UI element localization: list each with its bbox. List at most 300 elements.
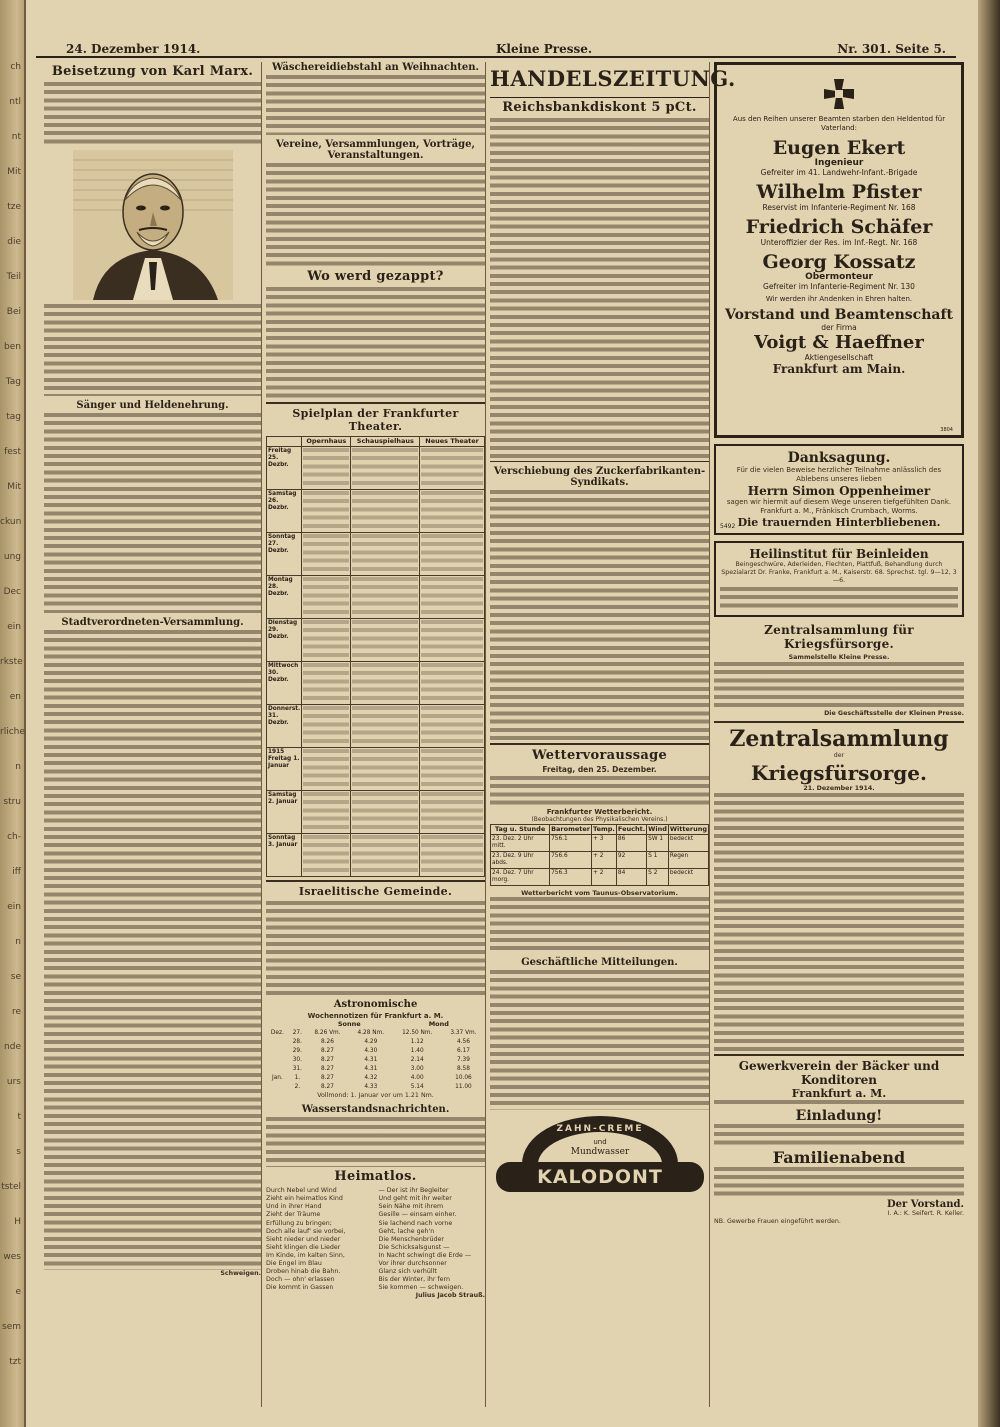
previous-page-fragment: rkste	[0, 657, 23, 667]
weather-cell: S 1	[647, 852, 669, 869]
poem-line: Zieht der Träume	[266, 1211, 321, 1219]
astro-cell: 8.26 Vm.	[314, 1030, 341, 1037]
masthead-handelszeitung: HANDELSZEITUNG.	[490, 62, 709, 98]
section-heading-vereine: Vereine, Versammlungen, Vorträge, Veranstaltungen.	[276, 139, 475, 161]
theater-cell	[351, 490, 420, 533]
poem-title: Heimatlos.	[334, 1169, 417, 1185]
previous-page-fragment: nt	[11, 132, 21, 142]
weather-col-header: Wind	[648, 825, 667, 834]
astro-cell: 8.26	[321, 1039, 334, 1046]
theater-cell	[420, 705, 485, 748]
section-heading-wo: Wo werd gezappt?	[307, 269, 444, 284]
previous-page-fragment: die	[7, 237, 21, 247]
kalodont-advertisement	[490, 1116, 709, 1196]
weather-col-header: Feucht.	[617, 825, 646, 834]
astro-cell: 4.33	[364, 1084, 378, 1091]
astro-cell: 1.40	[410, 1048, 424, 1055]
theater-day: 1915 Freitag 1. Januar	[267, 748, 302, 791]
astro-row	[266, 1038, 485, 1047]
astro-col-header: Sonne	[337, 1020, 361, 1029]
zentral-heading: Zentralsammlung	[729, 726, 949, 753]
header-paper-name: Kleine Presse.	[496, 42, 593, 56]
article-body-discount	[490, 118, 709, 458]
theater-cell	[302, 834, 351, 877]
astro-cell: 27.	[292, 1030, 302, 1037]
verein-heading: Gewerkverein der Bäcker und Konditoren	[738, 1058, 940, 1087]
theater-cell	[351, 834, 420, 877]
theater-cell	[351, 447, 420, 490]
poem-line: Bis der Winter, ihr fern	[378, 1276, 450, 1284]
theater-cell	[351, 705, 420, 748]
weather-cell: + 2	[592, 869, 617, 886]
zentralsammlung-list	[714, 726, 964, 1050]
invite-heading: Einladung!	[795, 1107, 883, 1124]
weather-col-header: Barometer	[551, 825, 591, 834]
previous-page-fragment: ein	[7, 902, 21, 912]
previous-page-fragment: n	[15, 937, 21, 947]
astro-cell: 10.06	[455, 1075, 472, 1082]
portrait-karl-marx	[73, 150, 233, 300]
poem-column-left	[266, 1187, 373, 1292]
zentral-date: 21. Dezember 1914.	[803, 784, 875, 792]
kalodont-mouthwash: Mundwasser	[570, 1147, 630, 1158]
previous-page-fragment: rliche	[0, 727, 25, 737]
verein-city: Frankfurt a. M.	[791, 1086, 887, 1100]
theater-cell	[302, 447, 351, 490]
weather-report-sub: (Beobachtungen des Physikalischen Vereins.)	[531, 816, 668, 824]
poem-line: Sieht klingen die Lieder	[266, 1243, 341, 1251]
astro-row	[266, 1074, 485, 1083]
section-heading-market: Verschiebung des Zuckerfabrikanten-Syndikats.	[493, 466, 706, 488]
poem-column-right	[379, 1187, 486, 1292]
previous-page-fragment: tzt	[9, 1357, 21, 1367]
fallen-unit: Unteroffizier der Res. im Inf.-Regt. Nr. 168	[760, 238, 918, 247]
theater-day: Sonntag 27. Dezbr.	[267, 533, 302, 576]
theater-cell	[302, 533, 351, 576]
previous-page-fragment: fest	[4, 447, 21, 457]
theater-table-row	[267, 490, 485, 533]
header-date: 24. Dezember 1914.	[66, 42, 201, 56]
previous-page-fragment: ch-	[7, 832, 21, 842]
astro-cell: 4.29	[364, 1039, 378, 1046]
weather-row	[491, 835, 709, 852]
section-heading-astro: Astronomische	[333, 999, 418, 1010]
article-title-waesche: Wäschereidiebstahl an Weihnachten.	[272, 62, 479, 73]
section-heading-business: Geschäftliche Mitteilungen.	[521, 957, 678, 969]
poem-line: Vor ihrer durchsonner	[378, 1260, 447, 1268]
poem-line: Die Schicksalsgunst —	[378, 1243, 450, 1251]
astro-cell: 8.27	[321, 1075, 334, 1082]
weather-cell: S 2	[647, 869, 669, 886]
weather-row	[491, 869, 709, 886]
thanks-text-2: sagen wir hiermit auf diesem Wege unseren tiefgefühlten Dank.	[726, 498, 952, 506]
death-of: der Firma	[821, 323, 857, 332]
fallen-entry	[723, 251, 955, 291]
previous-page-fragment: se	[10, 972, 21, 982]
theater-day: Samstag 2. Januar	[267, 791, 302, 834]
kriegs-sub: Sammelstelle Kleine Presse.	[788, 654, 890, 662]
section-heading-theater: Spielplan der Frankfurter Theater.	[292, 407, 459, 433]
thanks-name: Herrn Simon Oppenheimer	[747, 484, 931, 498]
astro-row	[266, 1056, 485, 1065]
poem-line: Sein Nähe mit ihrem	[378, 1203, 444, 1211]
poem-line: Erfüllung zu bringen;	[266, 1219, 332, 1227]
theater-cell	[351, 533, 420, 576]
column-4	[714, 62, 964, 1407]
weather-row	[491, 852, 709, 869]
astro-cell: 3.00	[410, 1066, 424, 1073]
astro-subheading: Wochennotizen für Frankfurt a. M.	[307, 1012, 444, 1020]
poem-line: Glanz sich verhüllt	[378, 1268, 437, 1276]
heil-heading: Heilinstitut für Beinleiden	[749, 547, 929, 561]
theater-day: Freitag 25. Dezbr.	[267, 447, 302, 490]
weather-cell: 756.6	[550, 852, 592, 869]
fallen-unit: Gefreiter im 41. Landwehr-Infant.-Brigade	[760, 168, 918, 177]
board-names: I. A.: K. Seifert. R. Keller.	[887, 1209, 964, 1217]
weather-col-header: Temp.	[593, 825, 615, 834]
column-1	[44, 62, 262, 1407]
theater-cell	[420, 662, 485, 705]
astro-cell: 7.39	[456, 1057, 470, 1064]
header-page-number: Nr. 301. Seite 5.	[837, 42, 946, 56]
previous-page-fragment: Mit	[7, 482, 21, 492]
death-board: Vorstand und Beamtenschaft	[725, 307, 953, 323]
previous-page-fragment: tag	[6, 412, 21, 422]
theater-cell	[420, 834, 485, 877]
footnote: NB. Gewerbe Frauen eingeführt werden.	[714, 1217, 841, 1225]
theater-cell	[302, 490, 351, 533]
thanks-heading: Danksagung.	[787, 450, 891, 466]
kriegsfuersorge-notice	[714, 623, 964, 718]
death-intro: Aus den Reihen unserer Beamten starben den Heldentod für Vaterland:	[732, 115, 946, 132]
kalodont-brand: KALODONT	[537, 1166, 663, 1189]
weather-col-header: Witterung	[669, 825, 707, 834]
weather-date: Freitag, den 25. Dezember.	[542, 765, 657, 774]
theater-table-row	[267, 619, 485, 662]
death-ag: Aktiengesellschaft	[804, 353, 874, 362]
weather-cell: 756.3	[550, 869, 592, 886]
weather-cell: 84	[616, 869, 646, 886]
section-heading-water: Wasserstandsnachrichten.	[301, 1104, 450, 1116]
theater-table-row	[267, 662, 485, 705]
astro-cell: 6.17	[456, 1048, 470, 1055]
death-memory: Wir werden ihr Andenken in Ehren halten.	[765, 295, 913, 303]
astro-row	[266, 1047, 485, 1056]
weather-cell: 24. Dez. 7 Uhr morg.	[491, 869, 550, 886]
fallen-title: Obermonteur	[805, 272, 873, 282]
astro-cell: 2.	[294, 1084, 301, 1091]
theater-cell	[302, 662, 351, 705]
column-2	[266, 62, 486, 1407]
astro-cell	[266, 1056, 289, 1065]
poem-line: Die Menschenbrüder	[378, 1235, 444, 1243]
theater-table-row	[267, 576, 485, 619]
weather-cell: 92	[616, 852, 646, 869]
theater-table-row	[267, 533, 485, 576]
previous-page-fragment: H	[14, 1217, 21, 1227]
astro-cell: 11.00	[455, 1084, 472, 1091]
theater-cell	[420, 533, 485, 576]
theater-cell	[302, 748, 351, 791]
astro-cell	[266, 1047, 289, 1056]
previous-page-fragment: wes	[3, 1252, 21, 1262]
donor-list	[714, 793, 964, 1051]
article-body-israel	[266, 901, 485, 995]
theater-col-header: Opernhaus	[302, 437, 351, 447]
astro-cell: 29.	[292, 1048, 302, 1055]
previous-page-fragment: t	[17, 1112, 21, 1122]
previous-page-fragment: ein	[7, 622, 21, 632]
astro-table	[266, 1020, 485, 1092]
previous-page-fragment: Dec	[3, 587, 21, 597]
theater-cell	[420, 490, 485, 533]
previous-page-fragment: en	[9, 692, 21, 702]
fallen-name: Georg Kossatz	[762, 251, 916, 273]
theater-day: Mittwoch 30. Dezbr.	[267, 662, 302, 705]
theater-col-header: Schauspielhaus	[351, 437, 420, 447]
theater-cell	[420, 748, 485, 791]
astro-cell: 8.27	[321, 1057, 334, 1064]
article-body-marx	[44, 304, 261, 396]
column-1-signature: Schweigen.	[220, 1270, 261, 1277]
poem-line: Und geht mit ihr weiter	[378, 1195, 452, 1203]
previous-page-fragment: sem	[2, 1322, 21, 1332]
article-body-vereine	[266, 163, 485, 267]
theater-cell	[420, 576, 485, 619]
astro-cell: 4.00	[410, 1075, 424, 1082]
theater-day: Samstag 26. Dezbr.	[267, 490, 302, 533]
heil-text: Beingeschwüre, Aderleiden, Flechten, Plattfuß, Behandlung durch Spezialarzt Dr. Franke, Frankfurt a. M., Kaiserstr. 68. Sprechst. tgl. 9—12, 3—6.	[721, 561, 957, 585]
theater-cell	[420, 619, 485, 662]
weather-table	[490, 824, 709, 886]
previous-page-fragment: nde	[4, 1042, 21, 1052]
board-signature: Der Vorstand.	[886, 1198, 964, 1210]
theater-cell	[420, 791, 485, 834]
article-title-marx: Beisetzung von Karl Marx.	[51, 64, 254, 79]
theater-table-row	[267, 705, 485, 748]
poem-line: In Nacht schwingt die Erde —	[378, 1251, 472, 1259]
previous-page-fragment: Mit	[7, 167, 21, 177]
poem-line: Und in ihrer Hand	[266, 1203, 322, 1211]
fallen-entry	[723, 181, 955, 212]
previous-page-fragment: urs	[6, 1077, 21, 1087]
previous-page-fragment: stru	[3, 797, 21, 807]
poem-line: Gesille — einsam einher.	[378, 1211, 457, 1219]
business-notices	[490, 970, 709, 1110]
fallen-title: Ingenieur	[814, 158, 864, 168]
astro-cell: 5.14	[410, 1084, 424, 1091]
astro-cell	[266, 1083, 289, 1092]
astro-note: Vollmond: 1. Januar vor um 1.21 Nm.	[317, 1092, 434, 1100]
astro-cell	[266, 1065, 289, 1074]
theater-table-row	[267, 447, 485, 490]
iron-cross-icon	[822, 77, 856, 111]
fallen-entry	[723, 137, 955, 177]
theater-table-row	[267, 748, 485, 791]
fallen-name: Wilhelm Pfister	[756, 181, 922, 203]
weather-cell: Regen	[668, 852, 708, 869]
astro-cell: 30.	[292, 1057, 302, 1064]
theater-table-row	[267, 791, 485, 834]
poem-line: Doch alle lauf' sie vorbei,	[266, 1227, 346, 1235]
previous-page-fragment: ntl	[9, 97, 21, 107]
previous-page-fragment: Tag	[5, 377, 21, 387]
poem-line: — Der ist ihr Begleiter	[378, 1187, 449, 1195]
death-city: Frankfurt am Main.	[772, 362, 906, 376]
astro-cell: 31.	[292, 1066, 302, 1073]
page-edge-shadow	[978, 0, 1000, 1427]
weather-cell: 23. Dez. 9 Uhr abds.	[491, 852, 550, 869]
thanks-ad-number: 5492	[720, 523, 736, 530]
previous-page-fragment: tstel	[1, 1182, 21, 1192]
fallen-list	[723, 137, 955, 291]
theater-cell	[351, 748, 420, 791]
poem-line: Sie lachend nach vorne	[378, 1219, 453, 1227]
theater-cell	[302, 705, 351, 748]
section-heading-weather: Wettervoraussage	[531, 748, 668, 763]
previous-page-fragment: Bei	[6, 307, 21, 317]
theater-cell	[420, 447, 485, 490]
thanks-city: Frankfurt a. M., Fränkisch Crumbach, Worms.	[760, 507, 918, 515]
heilinstitut-ad	[714, 541, 964, 617]
poem-author: Julius Jacob Strauß.	[415, 1292, 485, 1300]
astro-cell: 4.28 Nm.	[357, 1030, 385, 1037]
thanks-notice	[714, 444, 964, 535]
astro-cell: 4.31	[364, 1057, 378, 1064]
astro-cell: 8.27	[321, 1084, 334, 1091]
previous-page-fragment: ckun	[0, 517, 22, 527]
weather-cell: bedeckt	[668, 835, 708, 852]
kalodont-and: und	[593, 1138, 607, 1147]
fallen-unit: Reservist im Infanterie-Regiment Nr. 168	[762, 203, 916, 212]
theater-cell	[351, 791, 420, 834]
poem-body	[266, 1187, 485, 1292]
weather-report-heading: Frankfurter Wetterbericht.	[546, 808, 653, 817]
astro-cell: 12.50 Nm.	[402, 1030, 433, 1037]
weather-text	[490, 776, 709, 808]
article-body-saenger	[44, 413, 261, 613]
fallen-name: Eugen Ekert	[772, 137, 906, 159]
baecker-verein-notice	[714, 1059, 964, 1226]
fallen-name: Friedrich Schäfer	[745, 216, 933, 238]
astro-cell: 4.31	[364, 1066, 378, 1073]
kriegs-sign: Die Geschäftsstelle der Kleinen Presse.	[824, 710, 964, 718]
poem-line: Sie kommen — schweigen.	[378, 1284, 464, 1292]
section-heading-israel: Israelitische Gemeinde.	[298, 885, 453, 898]
astro-cell	[266, 1038, 289, 1047]
market-reports	[490, 490, 709, 740]
previous-page-fragment: n	[15, 762, 21, 772]
previous-page-edge	[0, 0, 26, 1427]
theater-cell	[302, 791, 351, 834]
astro-cell: 8.27	[321, 1066, 334, 1073]
fallen-unit: Gefreiter im Infanterie-Regiment Nr. 130	[763, 282, 915, 291]
thanks-signature: Die trauernden Hinterbliebenen.	[737, 516, 941, 529]
weather-cell: 86	[616, 835, 646, 852]
poem-line: Die kommt in Gassen	[266, 1284, 334, 1292]
previous-page-fragment: tze	[7, 202, 21, 212]
weather-cell: + 2	[592, 852, 617, 869]
local-news-items	[44, 630, 261, 1270]
page-header	[36, 42, 956, 58]
astro-cell: 4.30	[364, 1048, 378, 1055]
kalodont-product: ZAHN-CREME	[556, 1124, 644, 1135]
theater-schedule-table	[266, 436, 485, 877]
weather-cell: 756.1	[550, 835, 592, 852]
theater-day: Donnerst. 31. Dezbr.	[267, 705, 302, 748]
article-body-marx-intro	[44, 82, 261, 146]
poem-line: Droben hinab die Bahn.	[266, 1268, 341, 1276]
section-heading-saenger: Sänger und Heldenehrung.	[76, 400, 229, 411]
weather-col-header: Tag u. Stunde	[491, 825, 550, 835]
theater-table-header-row	[267, 437, 485, 447]
theater-cell	[302, 619, 351, 662]
astro-cell: 4.32	[364, 1075, 378, 1082]
weather-cell: + 3	[592, 835, 617, 852]
theater-cell	[351, 619, 420, 662]
article-body-waesche	[266, 75, 485, 135]
poem-line: Geht, lache geh'n	[378, 1227, 435, 1235]
fallen-entry	[723, 216, 955, 247]
death-notice-voigt-haeffner	[714, 62, 964, 438]
poem-line: Sieht nieder und nieder	[266, 1235, 341, 1243]
ad-number: 3804	[940, 427, 953, 433]
previous-page-fragment: e	[15, 1287, 21, 1297]
poem-line: Die Engel im Blau	[266, 1260, 322, 1268]
weather-cell: 23. Dez. 2 Uhr mitt.	[491, 835, 550, 852]
weather-cell: SW 1	[647, 835, 669, 852]
zentral-der: der	[833, 752, 845, 760]
previous-page-fragment: ch	[10, 62, 21, 72]
poem-line: Im Kinde, im kalten Sinn,	[266, 1251, 345, 1259]
theater-cell	[351, 576, 420, 619]
astro-cell: Dez.	[270, 1030, 284, 1037]
previous-page-fragment: s	[16, 1147, 21, 1157]
astro-cell: 8.27	[321, 1048, 334, 1055]
previous-page-fragment: re	[11, 1007, 21, 1017]
astro-cell: 2.14	[410, 1057, 424, 1064]
poem-line: Doch — ohn' erlassen	[266, 1276, 335, 1284]
astro-cell: 8.58	[456, 1066, 470, 1073]
previous-page-fragment: iff	[12, 867, 21, 877]
theater-table-row	[267, 834, 485, 877]
thanks-text: Für die vielen Beweise herzlicher Teilnahme anlässlich des Ablebens unseres lieben	[736, 466, 942, 483]
previous-page-fragment: ung	[3, 552, 21, 562]
theater-day: Dienstag 29. Dezbr.	[267, 619, 302, 662]
theater-cell	[302, 576, 351, 619]
previous-page-fragment: ben	[4, 342, 21, 352]
theater-day: Sonntag 3. Januar	[267, 834, 302, 877]
astro-cell: 4.56	[456, 1039, 470, 1046]
previous-page-fragment: Teil	[6, 272, 21, 282]
section-heading-stadtverordneten: Stadtverordneten-Versammlung.	[61, 617, 244, 628]
observatory-report	[490, 897, 709, 953]
astro-row	[266, 1065, 485, 1074]
tavern-listing	[266, 287, 485, 399]
theater-day: Montag 28. Dezbr.	[267, 576, 302, 619]
astro-col-header: Mond	[428, 1020, 449, 1029]
astro-cell: 28.	[292, 1039, 302, 1046]
poem-line: Zieht ein heimatlos Kind	[266, 1195, 343, 1203]
family-evening-heading: Familienabend	[772, 1147, 906, 1167]
observatory-heading: Wetterbericht vom Taunus-Observatorium.	[521, 889, 678, 898]
zentral-subheading: Kriegsfürsorge.	[751, 760, 927, 785]
kriegs-heading: Zentralsammlung für Kriegsfürsorge.	[764, 623, 914, 652]
death-firm: Voigt & Haeffner	[754, 332, 924, 353]
water-levels-list	[266, 1117, 485, 1167]
astro-cell: 3.37 Vm.	[450, 1030, 477, 1037]
section-heading-discount: Reichsbankdiskont 5 pCt.	[502, 100, 697, 115]
